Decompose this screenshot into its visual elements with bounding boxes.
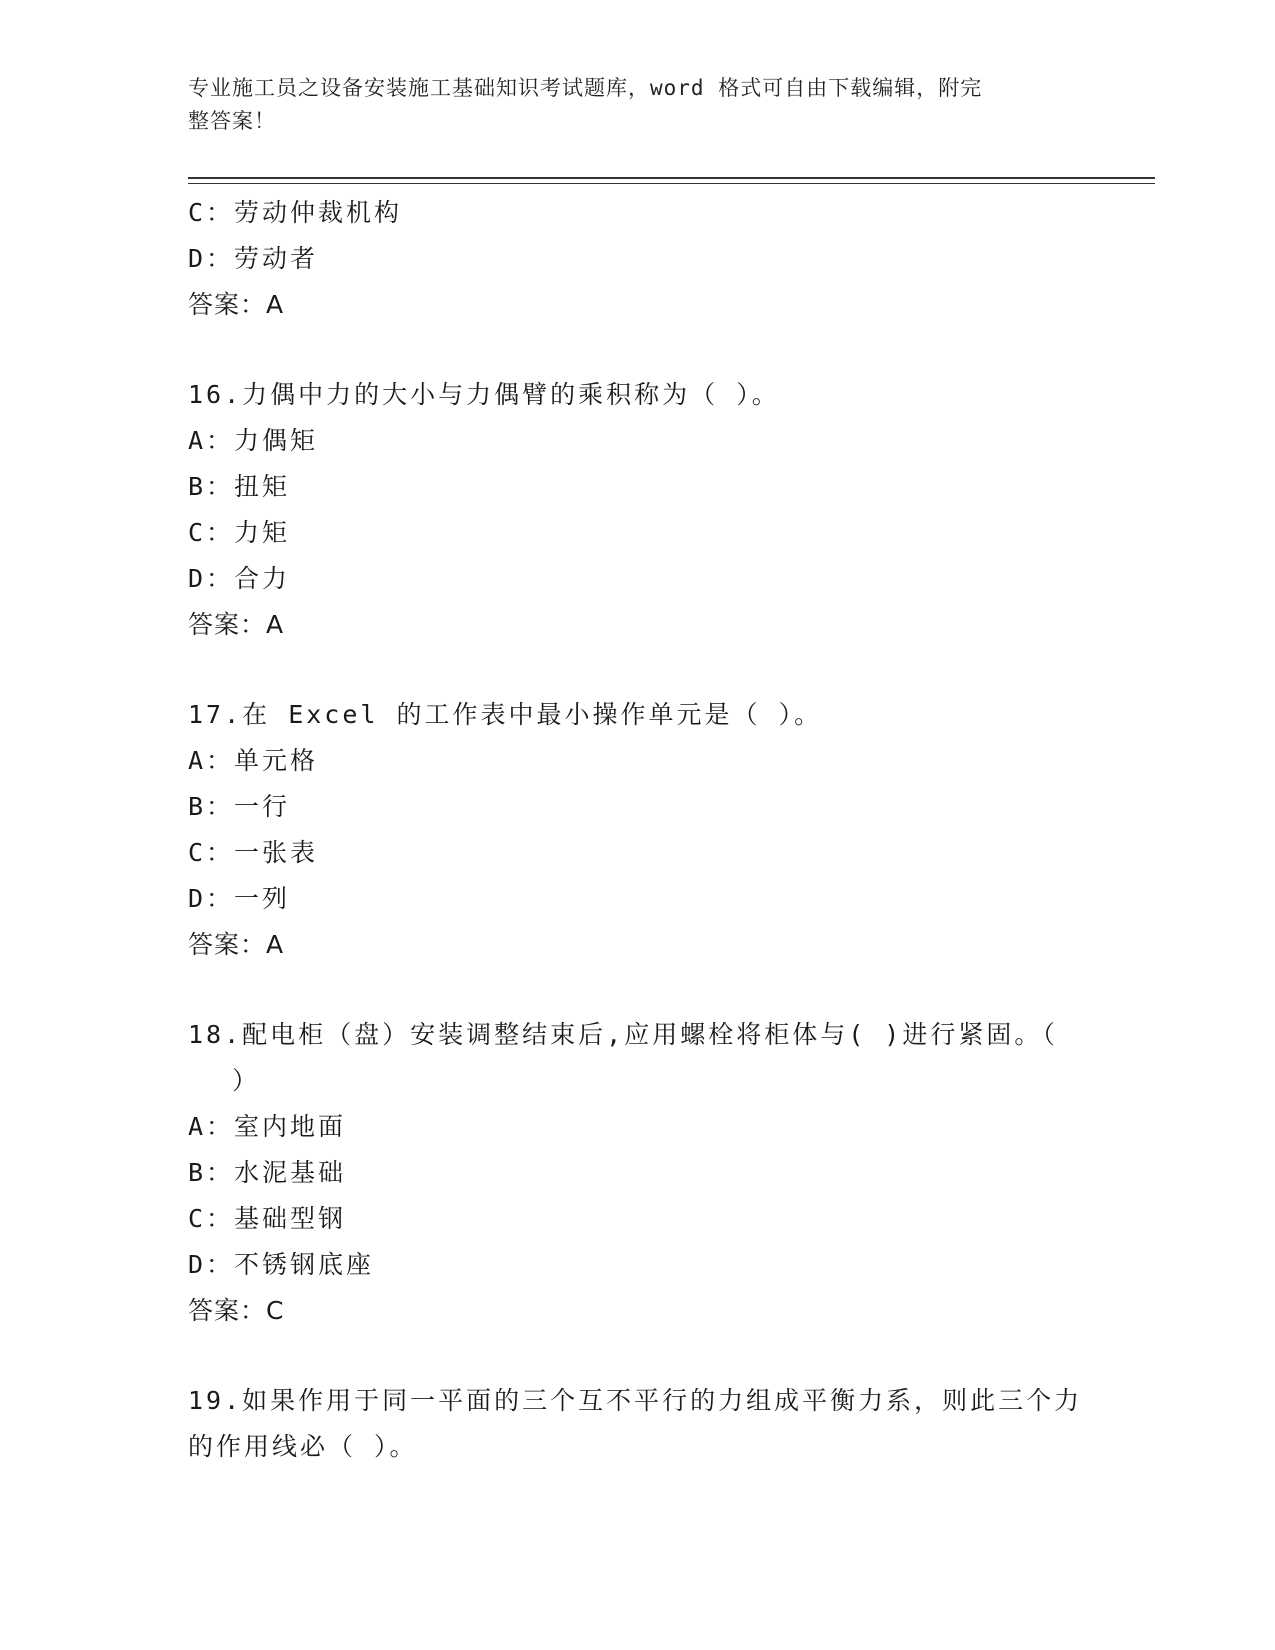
option-a: A：力偶矩: [188, 426, 319, 455]
answer-line: 答案：A: [188, 930, 285, 959]
option-b: B：水泥基础: [188, 1158, 347, 1187]
question-18: [188, 1012, 1088, 1334]
option-d: D：一列: [188, 884, 291, 913]
option-c: C：力矩: [188, 518, 291, 547]
document-header: [188, 72, 1068, 138]
header-divider-thick: [188, 177, 1155, 179]
header-divider-thin: [188, 183, 1155, 184]
question-list: [188, 190, 1088, 1470]
question-15-continued: [188, 190, 1088, 328]
answer-line: 答案：A: [188, 290, 285, 319]
option-c: C：劳动仲裁机构: [188, 198, 403, 227]
question-stem: 16.力偶中力的大小与力偶臂的乘积称为（ ）。: [188, 380, 780, 409]
option-a: A：室内地面: [188, 1112, 347, 1141]
question-17: [188, 692, 1088, 968]
option-d: D：劳动者: [188, 244, 319, 273]
option-d: D：合力: [188, 564, 291, 593]
question-19: [188, 1378, 1088, 1470]
option-b: B：扭矩: [188, 472, 291, 501]
question-16: [188, 372, 1088, 648]
question-stem: 17.在 Excel 的工作表中最小操作单元是（ ）。: [188, 700, 823, 729]
answer-line: 答案：C: [188, 1296, 285, 1325]
question-stem: 19.如果作用于同一平面的三个互不平行的力组成平衡力系，则此三个力的作用线必（ ）。: [188, 1386, 1083, 1461]
question-stem: 18.配电柜（盘）安装调整结束后,应用螺栓将柜体与( )进行紧固。（ ）: [188, 1020, 1058, 1095]
option-a: A：单元格: [188, 746, 319, 775]
answer-line: 答案：A: [188, 610, 285, 639]
option-c: C：基础型钢: [188, 1204, 347, 1233]
option-d: D：不锈钢底座: [188, 1250, 375, 1279]
option-b: B：一行: [188, 792, 291, 821]
header-line-2: 整答案！: [188, 109, 276, 133]
header-line-1: 专业施工员之设备安装施工基础知识考试题库，word 格式可自由下载编辑，附完: [188, 76, 983, 100]
option-c: C：一张表: [188, 838, 319, 867]
